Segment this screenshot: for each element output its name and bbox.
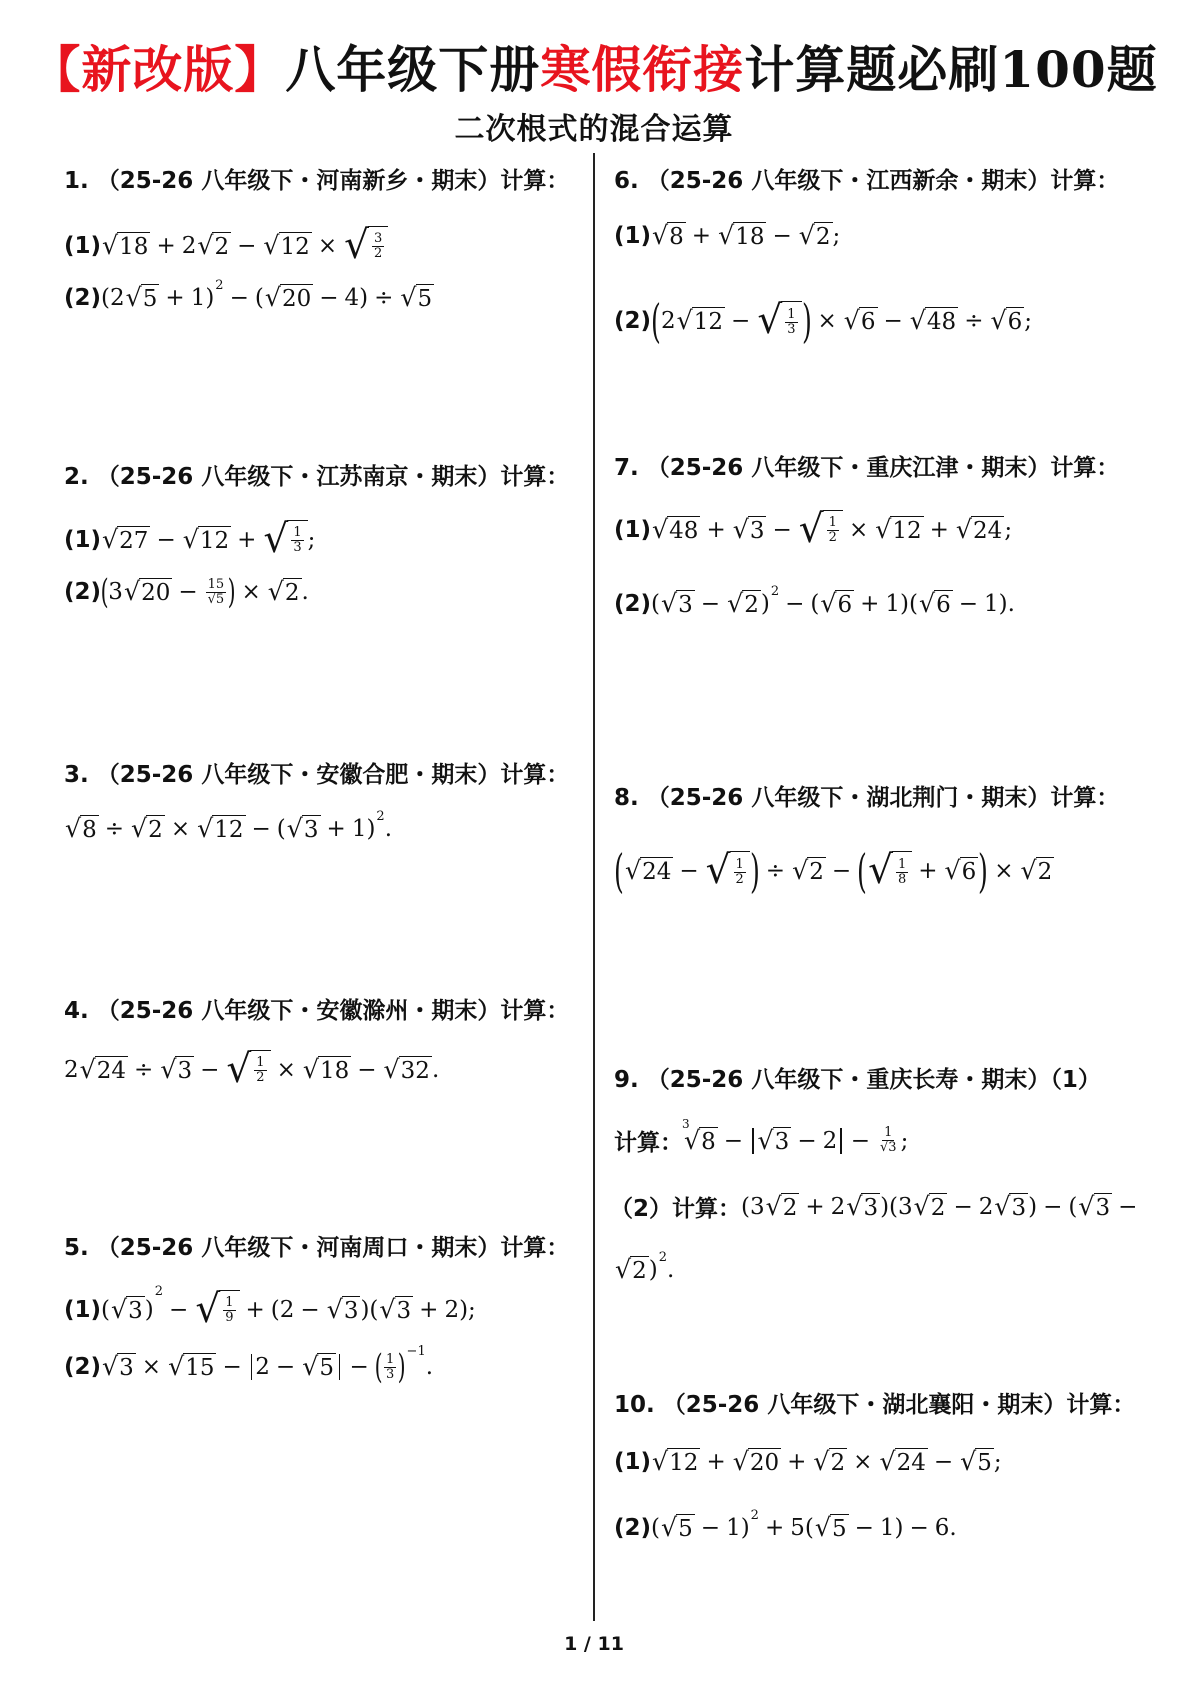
problem-7-part-1: (1) √ 48 + √ 3 − √ 1 2 × √ 12 + √ 24 ; — [614, 507, 1013, 552]
problem-2-heading: 2. （25-26 八年级下・江苏南京・期末）计算： — [64, 464, 570, 490]
problem-10-part-1: (1) √ 12 + √ 20 + √ 2 × √ 24 − √ 5 ; — [614, 1447, 1002, 1477]
problem-5-part-1: (1) ( √ 3 ) 2 − √ 1 9 + (2 − √ 3 )( √ 3 + 2); — [64, 1284, 476, 1332]
part-label: (2) — [64, 285, 102, 311]
problem-1-heading: 1. （25-26 八年级下・河南新乡・期末）计算： — [64, 168, 570, 194]
problem-10-part-2: (2) ( √ 5 − 1) 2 + 5( √ 5 − 1) − 6. — [614, 1508, 957, 1543]
sqrt-12: √ 12 — [263, 230, 310, 260]
part-label: (2) — [614, 1515, 652, 1541]
problem-2-part-2: (2) ( 3 √ 20 − $\frac{15}{√5}$ ) × √ 2 . — [64, 572, 309, 612]
title-bracket-open: 【 — [30, 40, 82, 99]
problem-7-part-2: (2) ( √ 3 − √ 2 ) 2 − ( √ 6 + 1)( √ 6 − 1). — [614, 584, 1015, 619]
title-bracket-close: 】 — [234, 40, 286, 99]
sqrt-3-over-2: √ 3 2 — [344, 226, 388, 265]
part-label: (1) — [614, 516, 652, 543]
problem-10-heading: 10. （25-26 八年级下・湖北襄阳・期末）计算： — [614, 1392, 1136, 1418]
part-label: (1) — [64, 526, 102, 553]
calc-label: 计算： — [614, 1130, 683, 1156]
part-label: (2) — [614, 308, 652, 334]
part-label: (1) — [64, 1296, 102, 1323]
problem-3-expression: √ 8 ÷ √ 2 × √ 12 − ( √ 3 + 1) 2 . — [65, 809, 393, 844]
column-divider — [593, 153, 595, 1621]
problem-9-heading: 9. （25-26 八年级下・重庆长寿・期末）（1） — [614, 1067, 1101, 1093]
part-label: (1) — [614, 1449, 652, 1475]
part-label: (1) — [64, 232, 102, 259]
sqrt-18: √ 18 — [102, 230, 149, 260]
problem-7-heading: 7. （25-26 八年级下・重庆江津・期末）计算： — [614, 455, 1120, 481]
part-label: (1) — [614, 223, 652, 249]
page-subtitle: 二次根式的混合运算 — [454, 112, 734, 147]
page-title — [0, 30, 1188, 102]
problem-9-part-2-cont: √ 2 ) 2 . — [615, 1250, 675, 1285]
problem-3-heading: 3. （25-26 八年级下・安徽合肥・期末）计算： — [64, 762, 570, 788]
part-label: （2）计算： — [610, 1196, 742, 1222]
problem-9-part-2: （2）计算： (3 √ 2 + 2 √ 3 )(3 √ 2 − 2 √ 3 ) − ( √ 3 − — [610, 1191, 1138, 1222]
title-highlight-2: 寒假衔接 — [540, 40, 745, 99]
problem-4-heading: 4. （25-26 八年级下・安徽滁州・期末）计算： — [64, 998, 570, 1024]
sqrt-2: √ 2 — [197, 230, 230, 260]
title-text-2: 计算题必刷100题 — [744, 40, 1158, 99]
problem-6-part-1: (1) √ 8 + √ 18 − √ 2 ; — [614, 221, 841, 251]
problem-8-expression: ( √ 24 − √ 1 2 ) ÷ √ 2 − ( √ 1 8 + √ 6 ) × √ 2 — [614, 844, 1053, 898]
problem-2-part-1: (1) √ 27 − √ 12 + √ 1 3 ; — [64, 517, 316, 562]
problem-4-expression: 2 √ 24 ÷ √ 3 − √ 1 2 × √ 18 − √ 32 . — [64, 1047, 440, 1092]
title-text-1: 八年级下册 — [285, 40, 541, 99]
problem-5-heading: 5. （25-26 八年级下・河南周口・期末）计算： — [64, 1235, 570, 1261]
title-highlight-1: 新改版 — [81, 40, 235, 99]
cube-root-8: 3 √ 8 — [682, 1116, 716, 1155]
problem-1-part-2: (2) (2 √ 5 + 1) 2 − ( √ 20 − 4) ÷ √ 5 — [64, 278, 433, 313]
page-number: 1 / 11 — [564, 1633, 624, 1655]
part-label: (2) — [64, 1354, 102, 1380]
problem-5-part-2: (2) √ 3 × √ 15 − 2 − √ 5 − ( 1 3 ) −1 . — [64, 1344, 434, 1387]
problem-8-heading: 8. （25-26 八年级下・湖北荆门・期末）计算： — [614, 785, 1120, 811]
part-label: (2) — [64, 579, 102, 605]
part-label: (2) — [614, 591, 652, 617]
problem-6-part-2: (2) ( 2 √ 12 − √ 1 3 ) × √ 6 − √ 48 ÷ √ 6 ; — [614, 294, 1032, 348]
problem-6-heading: 6. （25-26 八年级下・江西新余・期末）计算： — [614, 168, 1120, 194]
problem-9-part-1: 计算： 3 √ 8 − √ 3 − 2 − $\frac{1}{√3}$ ; — [614, 1116, 909, 1156]
problem-1-part-1: (1) √ 18 + 2 √ 2 − √ 12 × √ 3 2 — [64, 226, 388, 265]
